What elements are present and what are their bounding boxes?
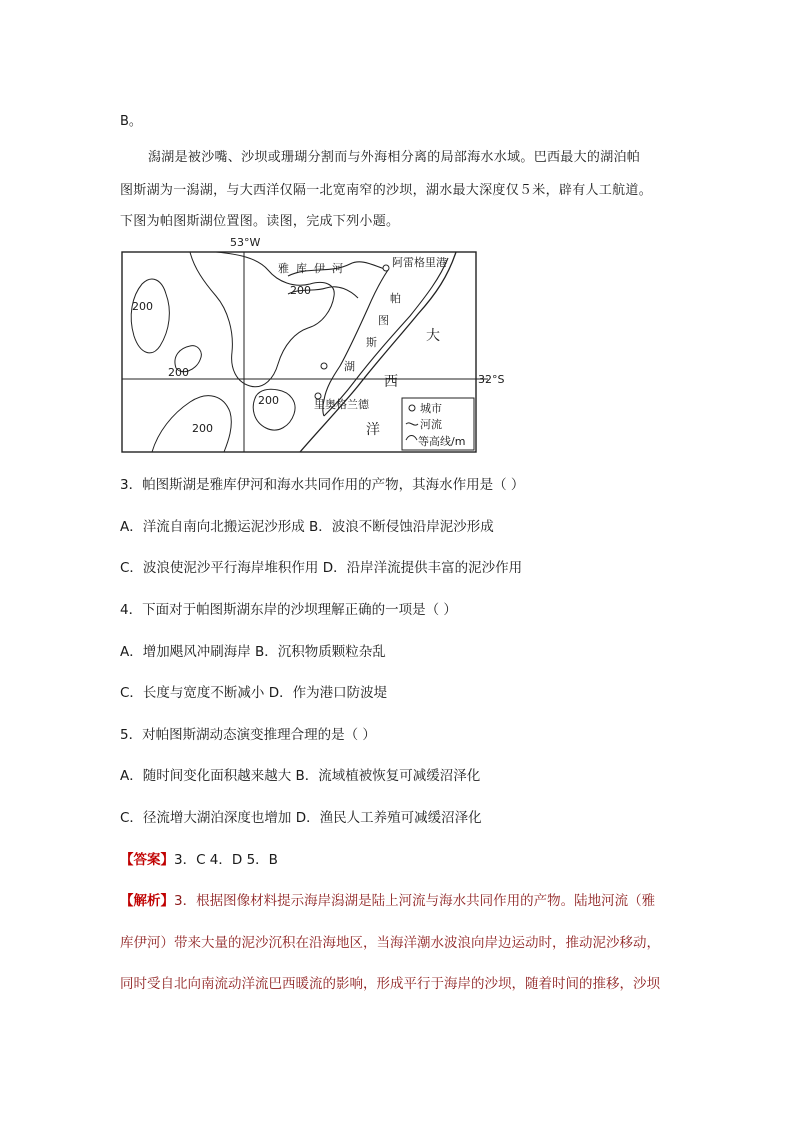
- ocean-name-char: 大: [426, 328, 440, 344]
- analysis-text-1: 3．根据图像材料提示海岸潟湖是陆上河流与海水共同作用的产物。陆地河流（雅: [174, 893, 656, 909]
- answer-line: [120, 848, 278, 868]
- contour-label: 200: [258, 394, 279, 407]
- lake-name-char: 斯: [366, 336, 377, 349]
- city-marker-mid: [321, 363, 327, 369]
- contour-label: 200: [192, 422, 213, 435]
- question-3-options-cd: C．波浪使泥沙平行海岸堆积作用 D．沿岸洋流提供丰富的泥沙作用: [120, 560, 523, 576]
- analysis-line-3: 同时受自北向南流动洋流巴西暖流的影响，形成平行于海岸的沙坝，随着时间的推移，沙坝: [120, 976, 660, 992]
- lagoon-west-shore: [323, 270, 388, 416]
- intro-line-2: 图斯湖为一潟湖，与大西洋仅隔一北宽南窄的沙坝，湖水最大深度仅５米，辟有人工航道。: [120, 183, 653, 198]
- city-marker-north: [383, 265, 389, 271]
- lake-name-char: 湖: [344, 360, 355, 373]
- ocean-name-char: 西: [384, 374, 398, 390]
- river-name-char: 雅: [278, 262, 289, 275]
- question-5-options-ab: A．随时间变化面积越来越大 B．流域植被恢复可减缓沼泽化: [120, 768, 481, 784]
- contour-label: 200: [132, 300, 153, 313]
- river-name-char: 河: [332, 262, 343, 275]
- river-name-char: 伊: [314, 262, 325, 275]
- contour-label: 200: [168, 366, 189, 379]
- lake-name-char: 图: [378, 314, 389, 327]
- question-5-stem: 5．对帕图斯湖动态演变推理合理的是（ ）: [120, 727, 376, 743]
- legend-contour-label: 等高线/m: [418, 435, 466, 448]
- river-name-char: 库: [296, 262, 307, 275]
- analysis-line-1: [120, 889, 655, 909]
- patos-lagoon-map: [118, 236, 508, 456]
- contour-central: [190, 252, 334, 387]
- legend-city-label: 城市: [420, 402, 442, 415]
- top-letter: B。: [120, 114, 142, 129]
- lat-label: 32°S: [478, 373, 505, 386]
- question-4-options-ab: A．增加飓风冲刷海岸 B．沉积物质颗粒杂乱: [120, 644, 386, 660]
- ocean-name-char: 洋: [366, 422, 380, 438]
- city-south-label: 里奥格兰德: [314, 398, 369, 411]
- intro-line-3: 下图为帕图斯湖位置图。读图，完成下列小题。: [120, 214, 400, 229]
- contour-label: 200: [290, 284, 311, 297]
- city-north-label: 阿雷格里港: [392, 256, 447, 269]
- lake-name-char: 帕: [390, 292, 401, 305]
- question-4-stem: 4．下面对于帕图斯湖东岸的沙坝理解正确的一项是（ ）: [120, 602, 457, 618]
- analysis-line-2: 库伊河）带来大量的泥沙沉积在沿海地区，当海洋潮水波浪向岸边运动时，推动泥沙移动，: [120, 935, 660, 951]
- question-3-options-ab: A．洋流自南向北搬运泥沙形成 B．波浪不断侵蚀沿岸泥沙形成: [120, 519, 494, 535]
- legend-river-label: 河流: [420, 418, 442, 431]
- contour-west: [131, 279, 169, 353]
- answer-label: 【答案】: [120, 852, 174, 868]
- question-3-stem: 3．帕图斯湖是雅库伊河和海水共同作用的产物，其海水作用是（ ）: [120, 477, 525, 493]
- lon-label: 53°W: [230, 236, 261, 249]
- legend-city-symbol: [409, 405, 415, 411]
- intro-line-1: 潟湖是被沙嘴、沙坝或珊瑚分割而与外海相分离的局部海水水域。巴西最大的湖泊帕: [148, 150, 641, 165]
- question-4-options-cd: C．长度与宽度不断减小 D．作为港口防波堤: [120, 685, 388, 701]
- analysis-label: 【解析】: [120, 893, 174, 909]
- question-5-options-cd: C．径流增大湖泊深度也增加 D．渔民人工养殖可减缓沼泽化: [120, 810, 482, 826]
- answer-text: 3．C 4．D 5．B: [174, 852, 278, 868]
